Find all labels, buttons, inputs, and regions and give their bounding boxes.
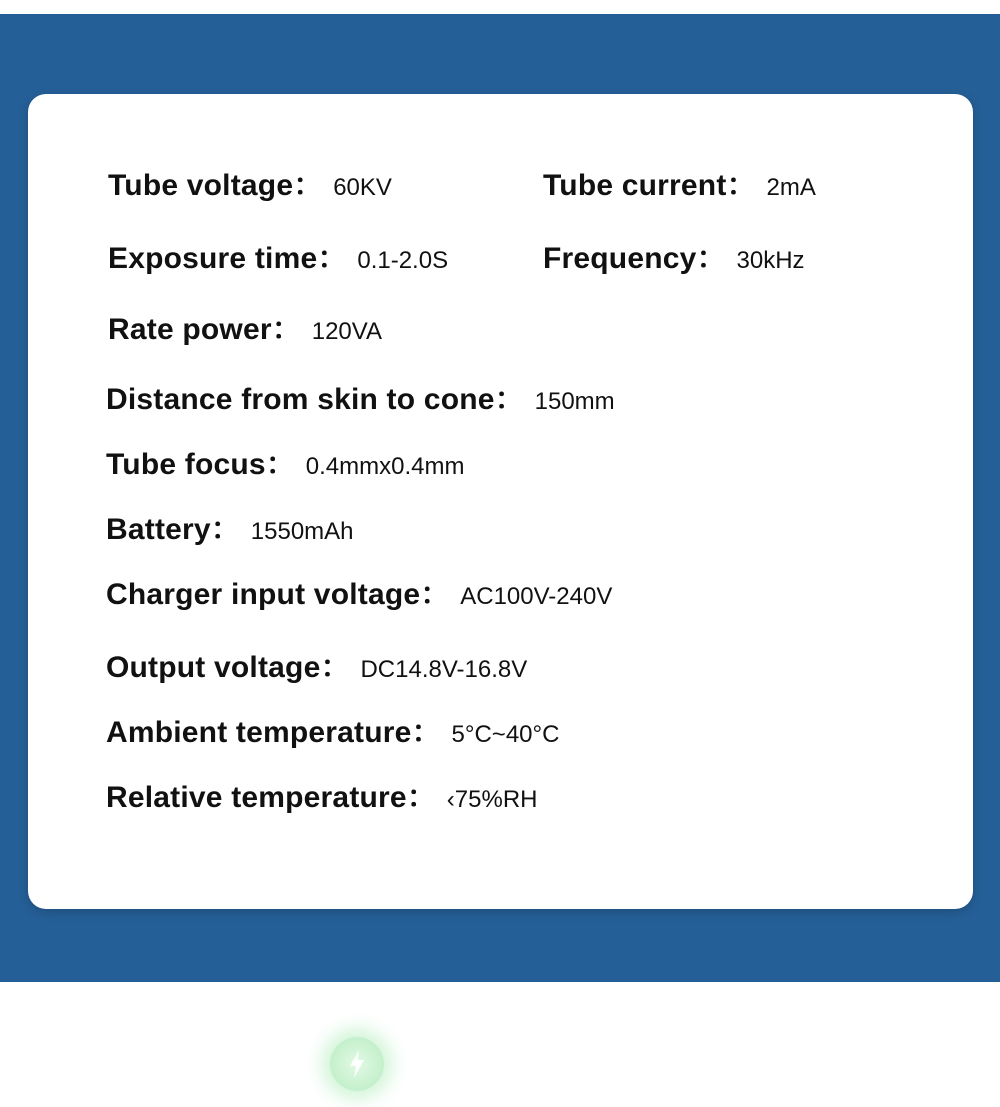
spec-value: 2mA (766, 174, 816, 201)
spec-value: 30kHz (736, 247, 805, 274)
spec-separator: ： (420, 578, 451, 611)
spec-separator: ： (406, 781, 437, 814)
spec-value: 0.4mmx0.4mm (305, 453, 465, 480)
spec-output-voltage (106, 653, 527, 683)
spec-charger-input-voltage (106, 580, 612, 610)
spec-battery (106, 515, 354, 545)
spec-tube-focus (106, 450, 464, 480)
spec-label: Rate power (108, 313, 272, 346)
spec-label: Exposure time (108, 242, 318, 275)
spec-label: Tube focus (106, 448, 266, 481)
spec-label: Output voltage (106, 651, 321, 684)
spec-value: ‹75%RH (446, 786, 538, 813)
lightning-charge-icon[interactable] (330, 1037, 384, 1091)
spec-separator: ： (696, 242, 727, 275)
lightning-bolt-icon (347, 1049, 367, 1079)
specifications-card (28, 94, 973, 909)
spec-label: Ambient temperature (106, 716, 412, 749)
spec-rate-power (108, 315, 382, 345)
spec-tube-current (543, 171, 816, 201)
spec-separator: ： (265, 448, 296, 481)
spec-separator: ： (317, 242, 348, 275)
spec-separator: ： (271, 313, 302, 346)
spec-label: Tube voltage (108, 169, 294, 202)
spec-tube-voltage (108, 171, 392, 201)
spec-label: Relative temperature (106, 781, 407, 814)
spec-distance-skin-to-cone (106, 385, 615, 415)
spec-value: 60KV (333, 174, 392, 201)
spec-ambient-temperature (106, 718, 559, 748)
spec-label: Frequency (543, 242, 697, 275)
spec-separator: ： (726, 169, 757, 202)
spec-frequency (543, 244, 805, 274)
spec-label: Charger input voltage (106, 578, 421, 611)
spec-label: Distance from skin to cone (106, 383, 495, 416)
spec-exposure-time (108, 244, 448, 274)
spec-separator: ： (293, 169, 324, 202)
spec-value: DC14.8V-16.8V (360, 656, 528, 683)
spec-value: AC100V-240V (460, 583, 613, 610)
spec-label: Tube current (543, 169, 727, 202)
top-strip (0, 0, 1000, 14)
spec-value: 5°C~40°C (451, 721, 560, 748)
spec-value: 120VA (311, 318, 382, 345)
spec-separator: ： (411, 716, 442, 749)
spec-value: 150mm (534, 388, 615, 415)
spec-separator: ： (320, 651, 351, 684)
spec-value: 0.1-2.0S (357, 247, 449, 274)
spec-separator: ： (494, 383, 525, 416)
spec-relative-temperature (106, 783, 538, 813)
spec-separator: ： (210, 513, 241, 546)
spec-label: Battery (106, 513, 211, 546)
spec-value: 1550mAh (250, 518, 354, 545)
